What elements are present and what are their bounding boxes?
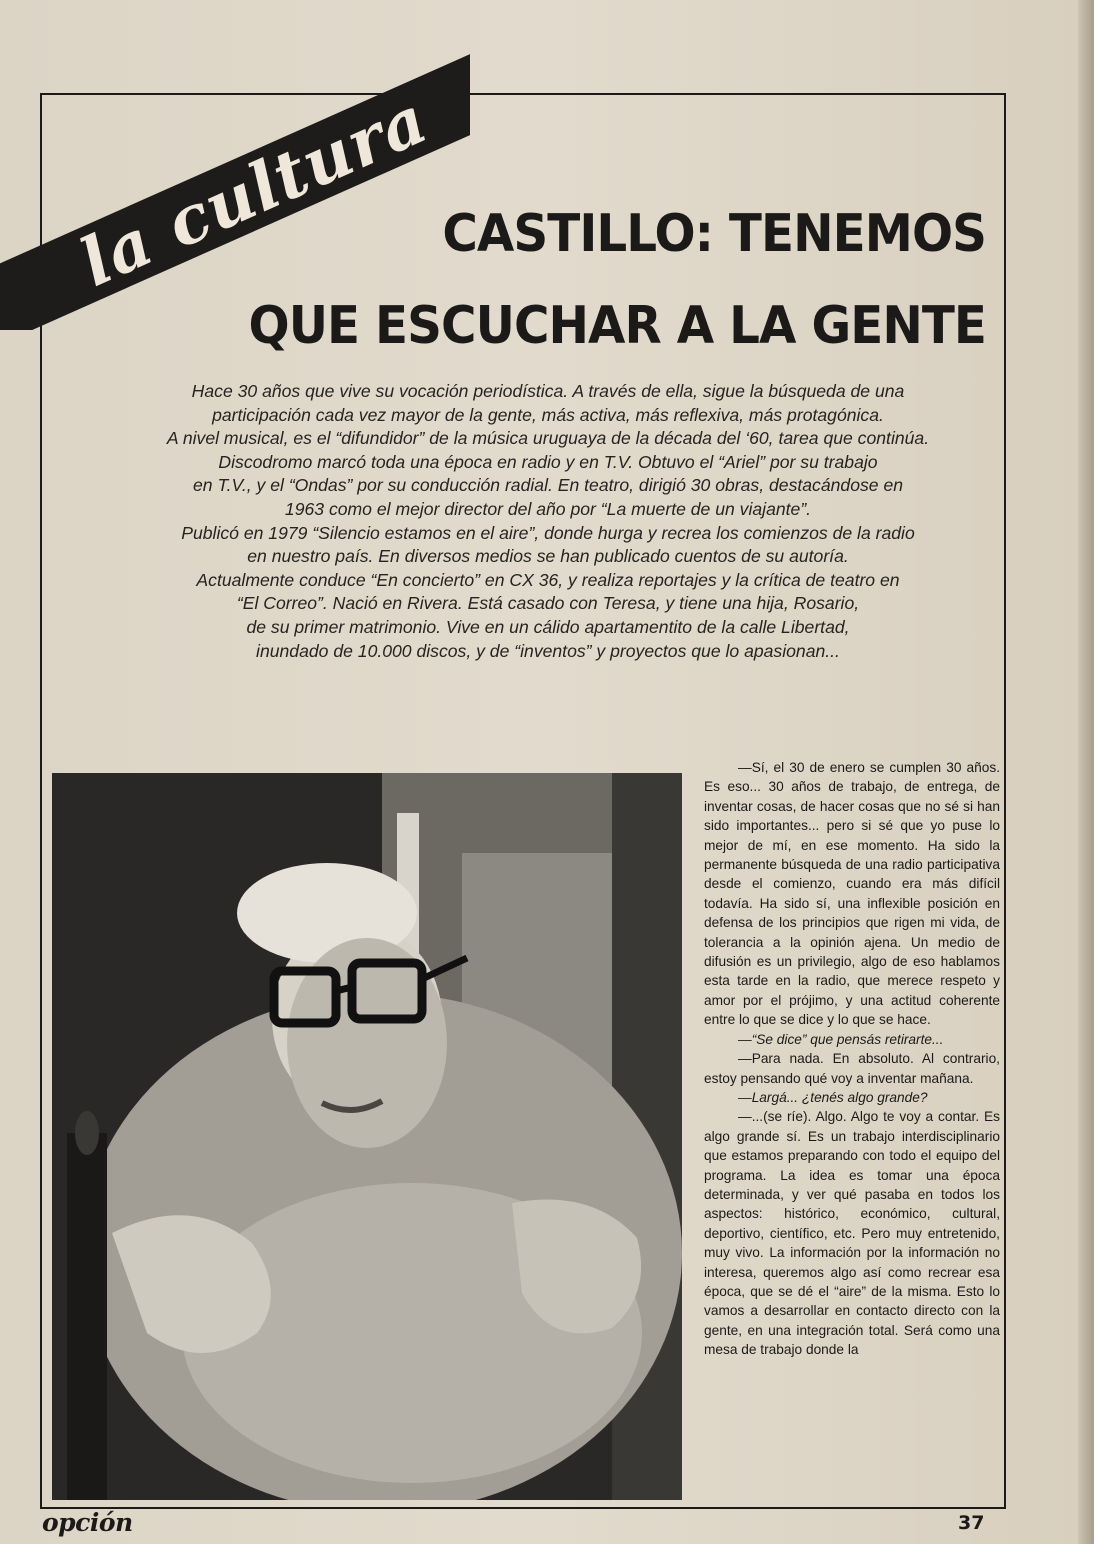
headline-line-2: QUE ESCUCHAR A LA GENTE (248, 296, 986, 356)
lede-line: “El Correo”. Nació en Rivera. Está casado con Teresa, y tiene una hija, Rosario, (236, 593, 860, 614)
interview-answer: —Sí, el 30 de enero se cumplen 30 años. Es eso... 30 años de trabajo, de entrega, de inventar cosas, de hacer cosas que no sé si han sido importantes... pero si sé que yo puse lo mejor de mí, en ese momento. Ha sido la permanente búsqueda de una radio participativa desde el comienzo, cuando era más difícil todavía. Ha sido sí, una inflexible posición en defensa de los principios que rigen mi vida, de tolerancia a la opinión ajena. Un medio de difusión es un privilegio, algo de eso hablamos esta tarde en la radio, que merece respeto y amor por el prójimo, y una actitud coherente entre lo que se dice y lo que se hace. (704, 760, 1000, 1028)
interview-answer: —Para nada. En absoluto. Al contrario, estoy pensando qué voy a inventar mañana. (704, 1051, 1000, 1086)
lede-line: A nivel musical, es el “difundidor” de la música uruguaya de la década del ‘60, tarea que continúa. (166, 428, 930, 449)
headline-line-1: CASTILLO: TENEMOS (442, 204, 986, 264)
interview-column (704, 758, 1000, 1360)
lede-line: en nuestro país. En diversos medios se han publicado cuentos de su autoría. (247, 546, 849, 567)
portrait-illustration (52, 773, 682, 1500)
lede-line: Publicó en 1979 “Silencio estamos en el aire”, donde hurga y recrea los comienzos de la radio (181, 522, 915, 543)
lede-line: Discodromo marcó toda una época en radio y en T.V. Obtuvo el “Ariel” por su trabajo (218, 451, 878, 472)
interview-question: —Largá... ¿tenés algo grande? (738, 1089, 928, 1105)
section-tag: la cultura (68, 80, 439, 302)
lede-line: 1963 como el mejor director del año por “La muerte de un viajante”. (284, 498, 812, 519)
lede-line: Actualmente conduce “En concierto” en CX 36, y realiza reportajes y la crítica de teatro en (196, 569, 900, 590)
lede-line: inundado de 10.000 discos, y de “inventos” y proyectos que lo apasionan... (256, 640, 840, 661)
article-headline (248, 188, 986, 372)
interview-question: —“Se dice” que pensás retirarte... (738, 1031, 944, 1047)
lede-line: participación cada vez mayor de la gente, más activa, más reflexiva, más protagónica. (212, 404, 884, 425)
article-lede (78, 380, 1018, 663)
interview-answer: —...(se ríe). Algo. Algo te voy a contar. Es algo grande sí. Es un trabajo interdisciplinario que estamos preparando con todo el equipo del programa. La idea es tomar una época determinada, y ver qué pasaba en todos los aspectos: histórico, económico, cultural, deportivo, científico, etc. Pero muy entretenido, muy vivo. La información por la información no interesa, queremos algo así como recrear esa época, que se dé el “aire” de la misma. Esto lo vamos a desarrollar en contacto directo con la gente, en una integración total. Será como una mesa de trabajo donde la (704, 1109, 1000, 1358)
lede-line: de su primer matrimonio. Vive en un cálido apartamentito de la calle Libertad, (246, 616, 850, 637)
lede-line: Hace 30 años que vive su vocación periodística. A través de ella, sigue la búsqueda de una (191, 381, 905, 401)
portrait-photo (52, 773, 682, 1500)
magazine-brand: opción (42, 1508, 133, 1537)
page-edge (1078, 0, 1094, 1544)
page-number: 37 (958, 1512, 985, 1534)
lede-line: en T.V., y el “Ondas” por su conducción radial. En teatro, dirigió 30 obras, destacándose en (192, 475, 904, 496)
